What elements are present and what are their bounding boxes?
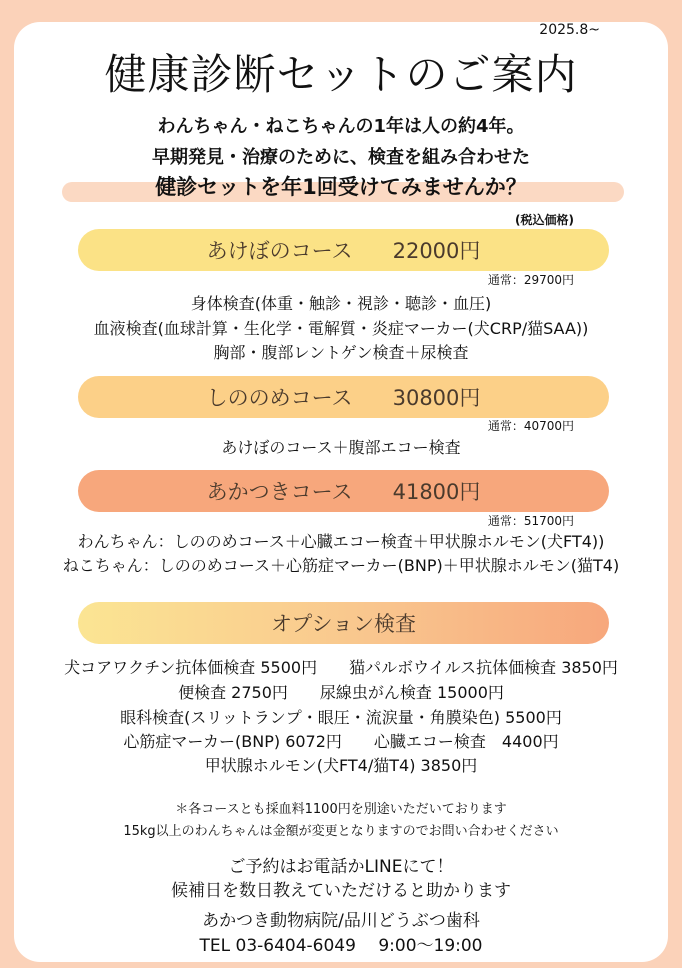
regular-price: 通常：29700円 xyxy=(487,273,574,287)
option-line: 眼科検査(スリットランプ・眼圧・流涙量・角膜染色) 5500円 xyxy=(120,708,562,727)
course-item: 身体検査(体重・触診・視診・聴診・血圧) xyxy=(190,294,492,313)
course-bar-akatsuki xyxy=(78,470,609,512)
option-line: 犬コアワクチン抗体価検査 5500円 猫パルボウイルス抗体価検査 3850円 xyxy=(64,658,618,677)
tax-note: (税込価格) xyxy=(515,213,574,227)
note-line: ＊各コースとも採血料1100円を別途いただいております xyxy=(175,802,507,817)
course-item: ねこちゃん：しののめコース＋心筋症マーカー(BNP)＋甲状腺ホルモン(猫T4) xyxy=(62,556,620,575)
course-item: わんちゃん：しののめコース＋心臓エコー検査＋甲状腺ホルモン(犬FT4)) xyxy=(77,532,605,551)
options-bar xyxy=(78,602,609,644)
options-title: オプション検査 xyxy=(270,612,417,636)
option-line: 甲状腺ホルモン(犬FT4/猫T4) 3850円 xyxy=(204,756,478,775)
course-price: 41800円 xyxy=(392,480,481,504)
lead-line-2: 早期発見・治療のために、検査を組み合わせた xyxy=(152,147,530,168)
course-name: あけぼのコース xyxy=(206,239,353,263)
date-label: 2025.8~ xyxy=(539,22,600,38)
note-line: 15kg以上のわんちゃんは金額が変更となりますのでお問い合わせください xyxy=(123,824,559,839)
regular-price: 通常：40700円 xyxy=(487,419,574,433)
course-bar-shinonome xyxy=(78,376,609,418)
regular-price: 通常：51700円 xyxy=(487,514,574,528)
lead-line-1: わんちゃん・ねこちゃんの1年は人の約4年。 xyxy=(157,116,525,137)
reservation-line-2: 候補日を数日教えていただけると助かります xyxy=(171,881,511,901)
page-title: 健康診断セットのご案内 xyxy=(104,50,578,99)
lead-line-3: 健診セットを年1回受けてみませんか？ xyxy=(155,175,527,199)
option-line: 心筋症マーカー(BNP) 6072円 心臓エコー検査 4400円 xyxy=(123,732,559,751)
reservation-line-1: ご予約はお電話かLINEにて！ xyxy=(228,857,454,877)
clinic-name: あかつき動物病院/品川どうぶつ歯科 xyxy=(202,911,480,931)
course-item: 胸部・腹部レントゲン検査＋尿検査 xyxy=(213,343,469,362)
clinic-contact: TEL 03-6404-6049 9:00〜19:00 xyxy=(199,936,483,956)
course-name: しののめコース xyxy=(206,386,353,410)
course-price: 30800円 xyxy=(392,386,481,410)
course-bar-akebono xyxy=(78,229,609,271)
course-name: あかつきコース xyxy=(206,480,353,504)
course-item: あけぼのコース＋腹部エコー検査 xyxy=(221,438,461,457)
course-price: 22000円 xyxy=(392,239,481,263)
option-line: 便検査 2750円 尿線虫がん検査 15000円 xyxy=(178,683,504,702)
course-item: 血液検査(血球計算・生化学・電解質・炎症マーカー(犬CRP/猫SAA)) xyxy=(93,319,589,338)
